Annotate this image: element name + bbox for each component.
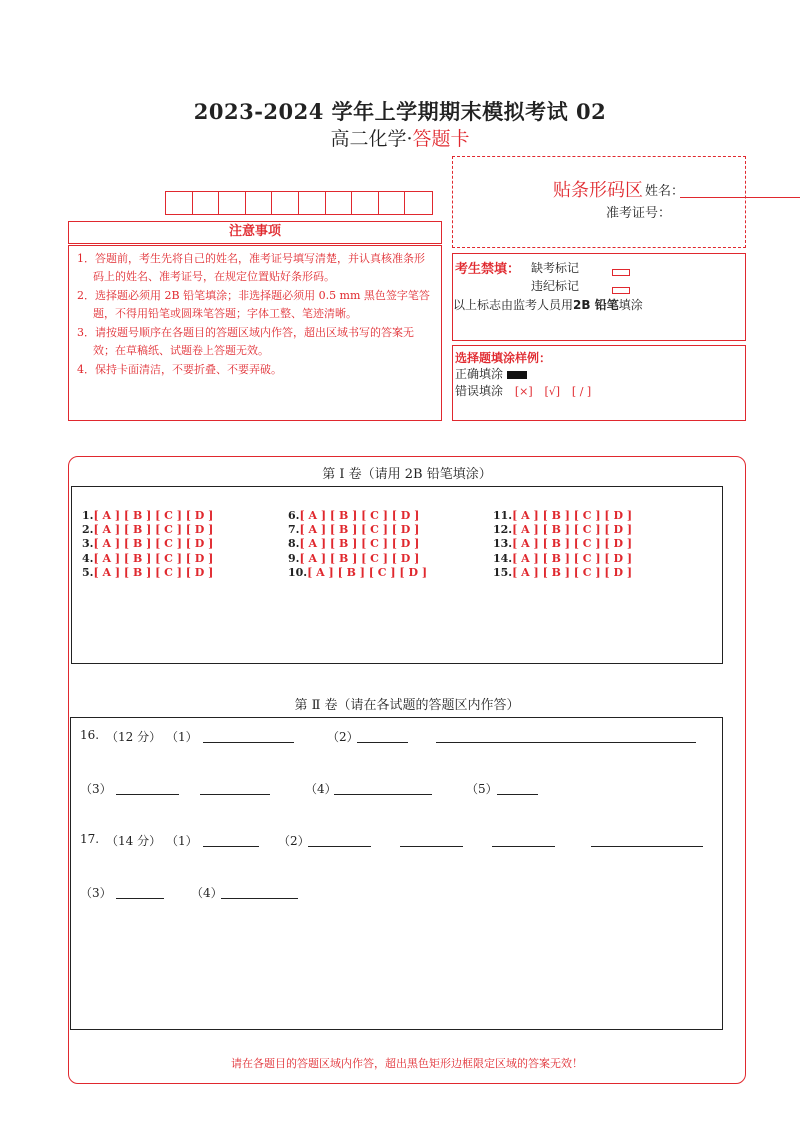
- q17-part2-blank-c[interactable]: [492, 846, 555, 847]
- q17-part2-label: （2）: [278, 834, 310, 848]
- choice-row: 8.[ A ] [ B ] [ C ] [ D ]: [288, 537, 420, 551]
- q17-part2-blank-b[interactable]: [400, 846, 463, 847]
- choice-row: 1.[ A ] [ B ] [ C ] [ D ]: [82, 509, 214, 522]
- subtitle-accent: 答题卡: [412, 128, 470, 150]
- q17-part2-blank-a[interactable]: [308, 846, 371, 847]
- wrong-mark-x: [×]: [514, 385, 533, 398]
- choice-row: 7.[ A ] [ B ] [ C ] [ D ]: [288, 523, 420, 537]
- answer-box[interactable]: [70, 717, 723, 1030]
- q16-part2-blank-a[interactable]: [357, 742, 408, 743]
- footer-warning: 请在各题目的答题区域内作答，超出黑色矩形边框限定区域的答案无效！: [231, 1057, 583, 1070]
- id-box[interactable]: [166, 192, 193, 214]
- choice-options[interactable]: [ A ] [ B ] [ C ] [ D ]: [307, 565, 428, 579]
- wrong-fill-label: 错误填涂: [455, 384, 504, 398]
- wrong-mark-slash: [ / ]: [571, 385, 592, 398]
- choice-options[interactable]: [ A ] [ B ] [ C ] [ D ]: [93, 565, 214, 579]
- id-box[interactable]: [379, 192, 406, 214]
- choice-row: 12.[ A ] [ B ] [ C ] [ D ]: [493, 523, 633, 537]
- choice-row: 15.[ A ] [ B ] [ C ] [ D ]: [493, 565, 633, 579]
- choice-row: 10.[ A ] [ B ] [ C ] [ D ]: [288, 565, 428, 579]
- choice-row: 2.[ A ] [ B ] [ C ] [ D ]: [82, 523, 214, 537]
- choice-options[interactable]: [ A ] [ B ] [ C ] [ D ]: [512, 509, 633, 522]
- choice-column-1: [82, 509, 213, 580]
- choice-options[interactable]: [ A ] [ B ] [ C ] [ D ]: [299, 551, 420, 565]
- name-field[interactable]: [680, 197, 800, 198]
- id-box[interactable]: [219, 192, 246, 214]
- q16-part5-blank[interactable]: [497, 794, 538, 795]
- id-box[interactable]: [246, 192, 273, 214]
- notice-heading: 注意事项: [68, 221, 442, 244]
- q16-part1-label: （1）: [166, 730, 198, 744]
- absent-label: 缺考标记: [531, 261, 580, 275]
- violation-label: 违纪标记: [531, 279, 580, 293]
- choice-options[interactable]: [ A ] [ B ] [ C ] [ D ]: [93, 523, 214, 537]
- choice-options[interactable]: [ A ] [ B ] [ C ] [ D ]: [512, 551, 633, 565]
- barcode-label: 贴条形码区: [553, 180, 643, 201]
- q17-part3-blank[interactable]: [116, 898, 164, 899]
- notice-body: [68, 245, 442, 421]
- q16-part3-blank-a[interactable]: [116, 794, 179, 795]
- id-box[interactable]: [326, 192, 353, 214]
- absent-mark-box[interactable]: [612, 262, 630, 281]
- sample-heading: 选择题填涂样例：: [455, 351, 552, 365]
- q16-part2-label: （2）: [327, 730, 359, 744]
- choice-row: 6.[ A ] [ B ] [ C ] [ D ]: [288, 509, 420, 522]
- choice-options[interactable]: [ A ] [ B ] [ C ] [ D ]: [512, 523, 633, 537]
- page-subtitle: [0, 124, 800, 151]
- q17-part4-blank[interactable]: [221, 898, 298, 899]
- q16-part4-blank[interactable]: [334, 794, 432, 795]
- subtitle-main: 高二化学·: [330, 128, 413, 150]
- q17-part1-blank[interactable]: [203, 846, 259, 847]
- q17-part2-blank-d[interactable]: [591, 846, 703, 847]
- choice-row: 4.[ A ] [ B ] [ C ] [ D ]: [82, 551, 214, 565]
- q16-part3-label: （3）: [80, 782, 112, 796]
- exam-id-label: 准考证号：: [606, 206, 672, 221]
- q16-part1-blank[interactable]: [203, 742, 294, 743]
- choice-row: 3.[ A ] [ B ] [ C ] [ D ]: [82, 537, 214, 551]
- choice-row: 11.[ A ] [ B ] [ C ] [ D ]: [493, 509, 633, 522]
- choice-row: 13.[ A ] [ B ] [ C ] [ D ]: [493, 537, 633, 551]
- part2-title: 第 Ⅱ 卷（请在各试题的答题区内作答）: [294, 698, 520, 713]
- exam-id-boxes[interactable]: [165, 191, 433, 215]
- choice-options[interactable]: [ A ] [ B ] [ C ] [ D ]: [512, 537, 633, 551]
- q17-number: 17.: [80, 832, 100, 846]
- choice-row: 5.[ A ] [ B ] [ C ] [ D ]: [82, 565, 214, 579]
- name-label: 姓名：: [645, 184, 685, 199]
- q17-part1-label: （1）: [166, 834, 198, 848]
- id-box[interactable]: [352, 192, 379, 214]
- choice-options[interactable]: [ A ] [ B ] [ C ] [ D ]: [299, 523, 420, 537]
- barcode-area: [452, 156, 746, 248]
- q16-part5-label: （5）: [466, 782, 498, 796]
- notice-item: 4．保持卡面清洁，不要折叠、不要弄破。: [77, 363, 282, 376]
- q16-number: 16.: [80, 728, 100, 742]
- q16-part4-label: （4）: [305, 782, 337, 796]
- notice-item: 1．答题前，考生先将自己的姓名，准考证号填写清楚，并认真核准条形码上的姓名、准考证号，在规定位置贴好条形码。: [77, 252, 425, 283]
- notice-item: 2．选择题必须用 2B 铅笔填涂；非选择题必须用 0.5 mm 黑色签字笔答题，不得用铅笔或圆珠笔答题；字体工整、笔迹清晰。: [77, 289, 430, 320]
- page-title: 2023-2024 学年上学期期末模拟考试 02: [193, 99, 607, 124]
- part1-title: 第 Ⅰ 卷（请用 2B 铅笔填涂）: [322, 467, 492, 482]
- choice-options[interactable]: [ A ] [ B ] [ C ] [ D ]: [93, 537, 214, 551]
- correct-fill-row: [455, 365, 527, 382]
- q16-part2-blank-b[interactable]: [436, 742, 696, 743]
- q17-part3-label: （3）: [80, 886, 112, 900]
- choice-row: 14.[ A ] [ B ] [ C ] [ D ]: [493, 551, 633, 565]
- choice-row: 9.[ A ] [ B ] [ C ] [ D ]: [288, 551, 420, 565]
- id-box[interactable]: [193, 192, 220, 214]
- choice-options[interactable]: [ A ] [ B ] [ C ] [ D ]: [93, 509, 214, 522]
- id-box[interactable]: [299, 192, 326, 214]
- choice-options[interactable]: [ A ] [ B ] [ C ] [ D ]: [512, 565, 633, 579]
- id-box[interactable]: [405, 192, 432, 214]
- choice-column-3: [493, 509, 632, 580]
- ban-label: 考生禁填：: [455, 262, 521, 277]
- wrong-mark-check: [√]: [544, 385, 561, 398]
- id-box[interactable]: [272, 192, 299, 214]
- choice-options[interactable]: [ A ] [ B ] [ C ] [ D ]: [299, 509, 420, 522]
- ban-note: 以上标志由监考人员用2B 铅笔填涂: [453, 298, 643, 312]
- choice-options[interactable]: [ A ] [ B ] [ C ] [ D ]: [299, 537, 420, 551]
- q17-score: （14 分）: [106, 834, 162, 848]
- notice-item: 3．请按题号顺序在各题目的答题区域内作答，超出区域书写的答案无效；在草稿纸、试题卷上答题无效。: [77, 326, 414, 357]
- correct-fill-label: 正确填涂: [455, 367, 504, 381]
- q17-part4-label: （4）: [191, 886, 223, 900]
- choice-options[interactable]: [ A ] [ B ] [ C ] [ D ]: [93, 551, 214, 565]
- filled-sample: [507, 371, 527, 379]
- q16-part3-blank-b[interactable]: [200, 794, 270, 795]
- choice-column-2: [288, 509, 427, 580]
- wrong-fill-row: [455, 382, 591, 399]
- q16-score: （12 分）: [106, 730, 162, 744]
